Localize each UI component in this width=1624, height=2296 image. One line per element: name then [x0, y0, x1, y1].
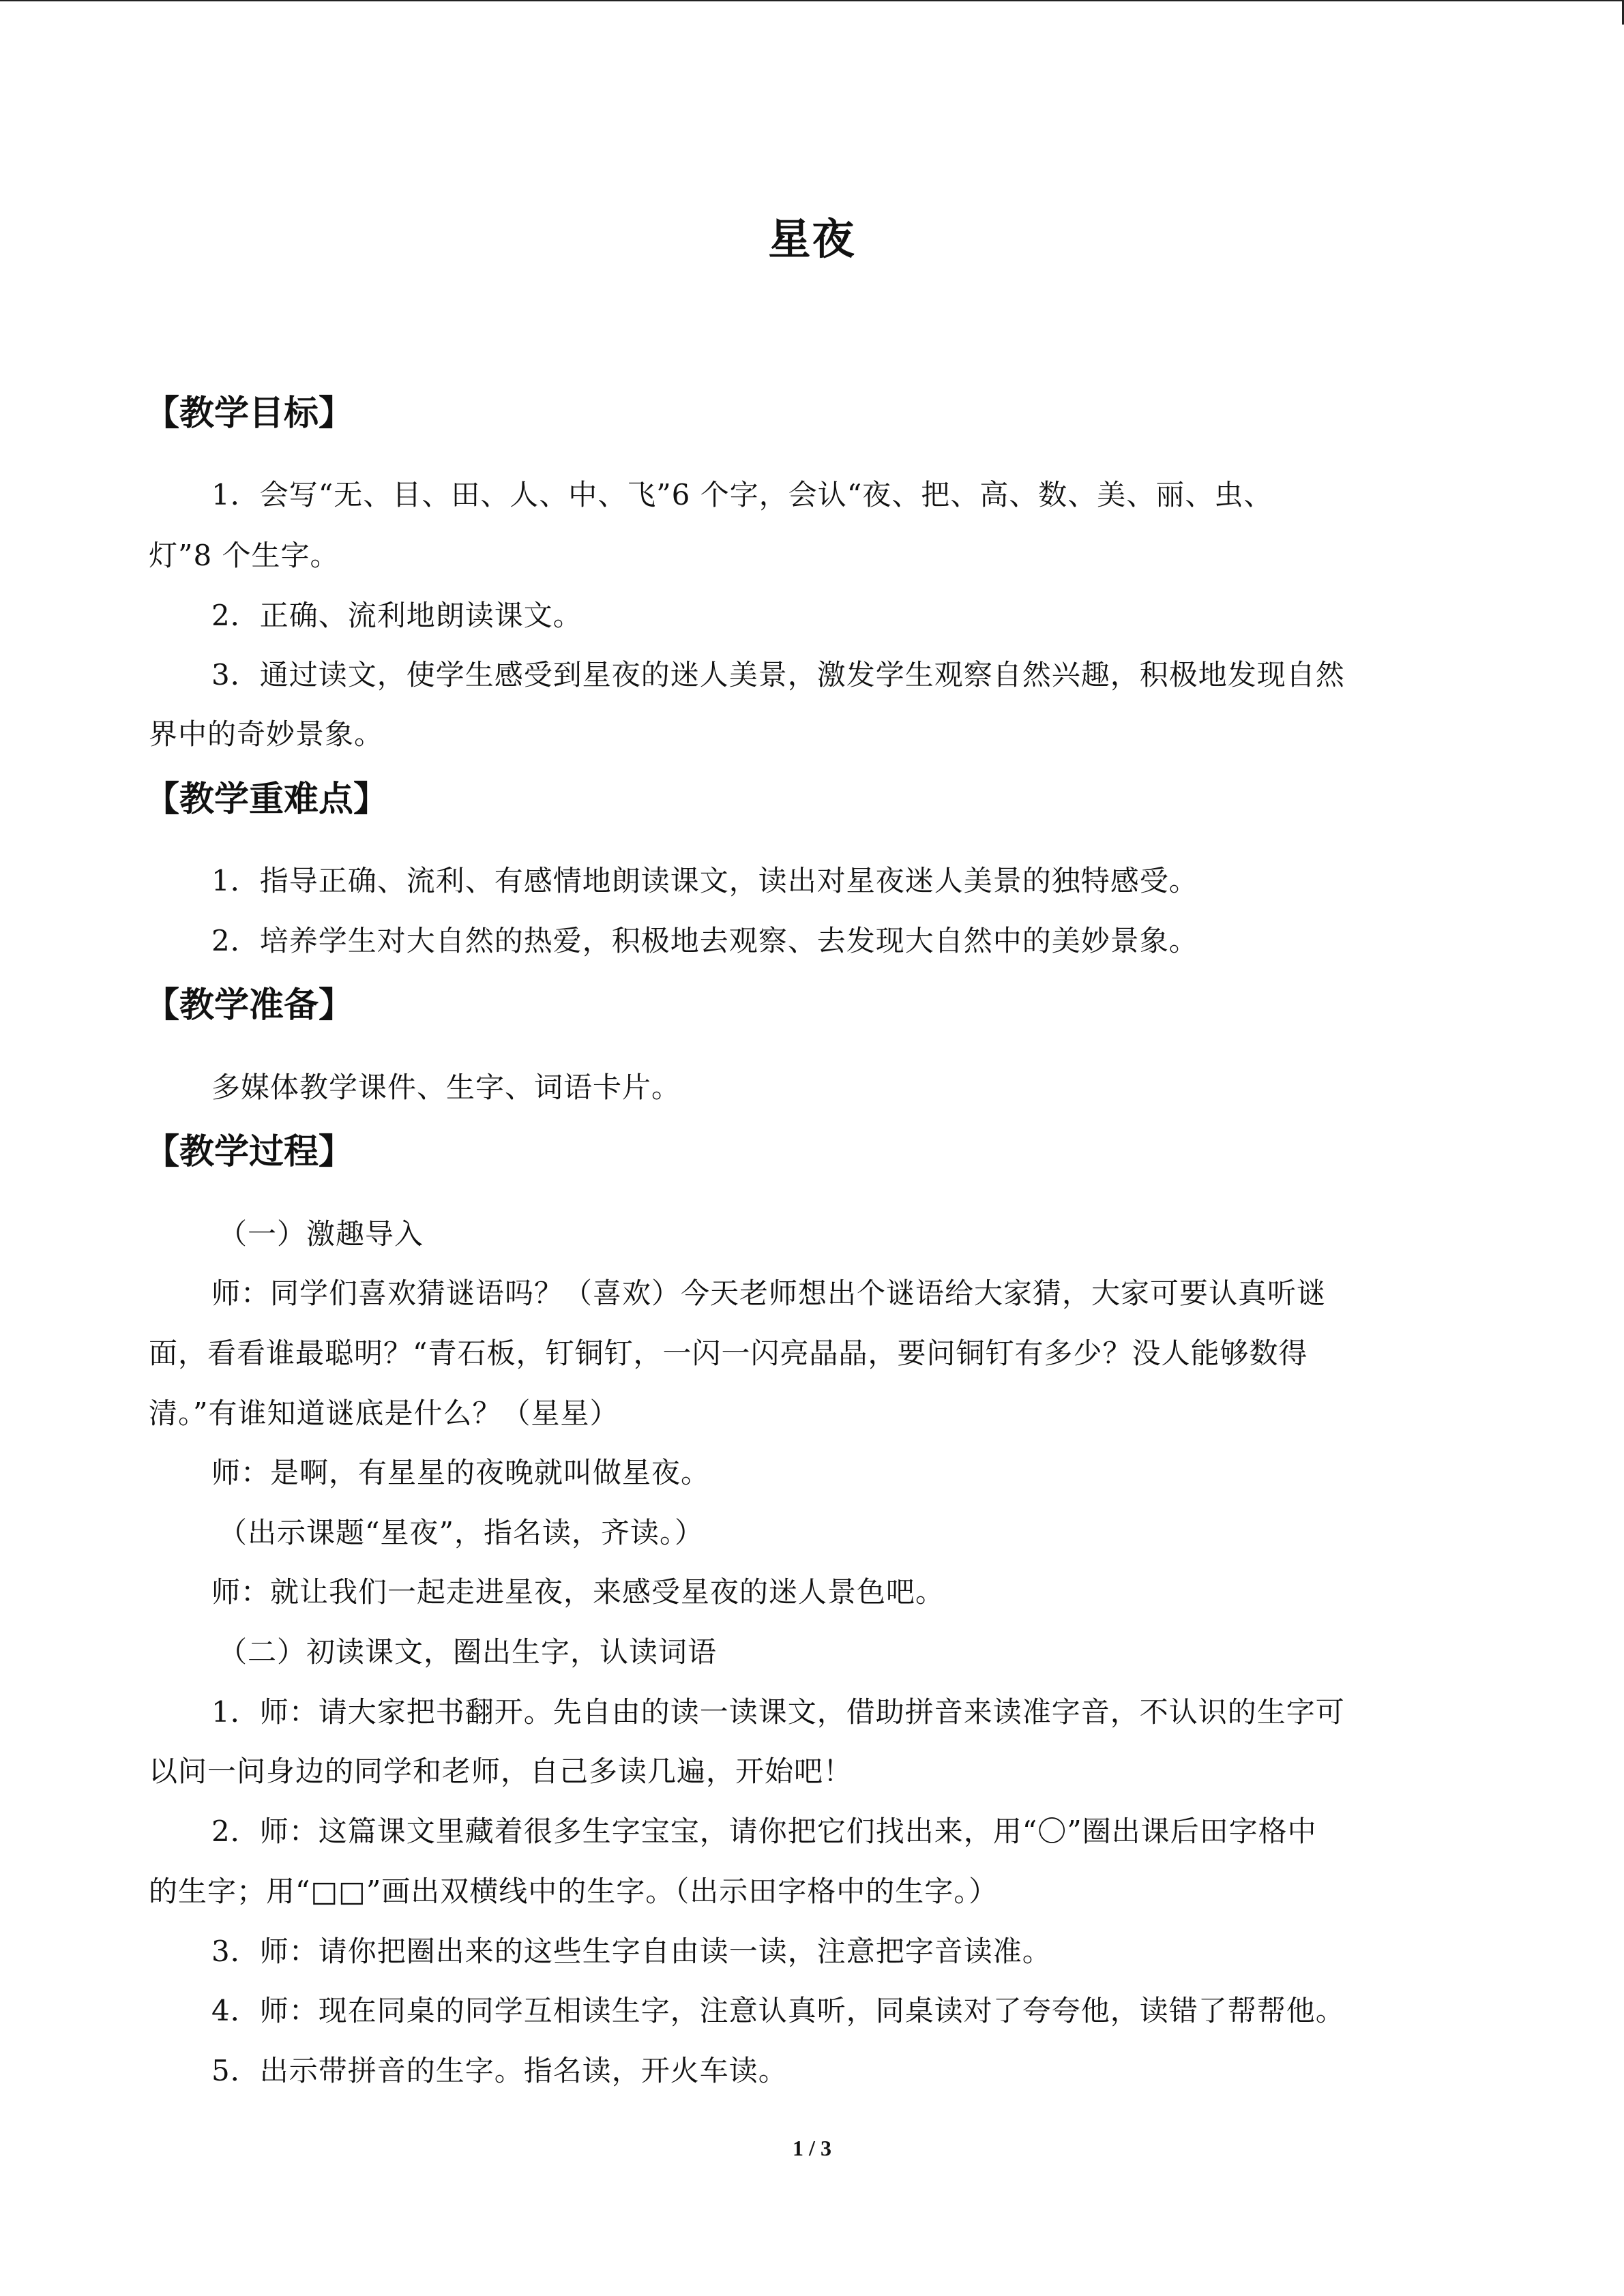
process-line-13: 3．师：请你把圈出来的这些生字自由读一读，注意把字音读准。 — [211, 1935, 1052, 1968]
goal-line-3-cont: 界中的奇妙景象。 — [149, 717, 384, 751]
heading-teaching-goals: 【教学目标】 — [145, 393, 354, 434]
page-top-border — [0, 0, 1624, 1]
process-line-15: 5．出示带拼音的生字。指名读，开火车读。 — [211, 2054, 788, 2087]
process-line-14: 4．师：现在同桌的同学互相读生字，注意认真听，同桌读对了夸夸他，读错了帮帮他。 — [211, 1994, 1345, 2027]
process-line-7: 师：就让我们一起走进星夜，来感受星夜的迷人景色吧。 — [211, 1575, 945, 1609]
process-line-2: 师：同学们喜欢猜谜语吗？（喜欢）今天老师想出个谜语给大家猜，大家可要认真听谜 — [211, 1277, 1327, 1310]
goal-line-2: 2．正确、流利地朗读课文。 — [211, 599, 582, 632]
heading-process: 【教学过程】 — [145, 1132, 354, 1172]
process-line-6: （出示课题“星夜”，指名读，齐读。） — [218, 1516, 704, 1549]
preparation-line-1: 多媒体教学课件、生字、词语卡片。 — [211, 1071, 681, 1104]
key-point-line-2: 2．培养学生对大自然的热爱，积极地去观察、去发现大自然中的美妙景象。 — [211, 924, 1198, 957]
heading-preparation: 【教学准备】 — [145, 985, 354, 1026]
process-line-4: 清。”有谁知道谜底是什么？（星星） — [149, 1397, 619, 1430]
process-line-10: 以问一问身边的同学和老师，自己多读几遍，开始吧！ — [149, 1755, 853, 1788]
process-line-8: （二）初读课文，圈出生字，认读词语 — [218, 1635, 718, 1669]
document-title: 星夜 — [768, 214, 856, 264]
goal-line-3: 3．通过读文，使学生感受到星夜的迷人美景，激发学生观察自然兴趣，积极地发现自然 — [211, 658, 1345, 691]
key-point-line-1: 1．指导正确、流利、有感情地朗读课文，读出对星夜迷人美景的独特感受。 — [211, 864, 1198, 897]
goal-line-1: 1．会写“无、目、田、人、中、飞”6 个字，会认“夜、把、高、数、美、丽、虫、 — [211, 478, 1273, 511]
process-line-1: （一）激趣导入 — [218, 1217, 424, 1251]
process-line-11: 2．师：这篇课文里藏着很多生字宝宝，请你把它们找出来，用“〇”圈出课后田字格中 — [211, 1815, 1317, 1848]
heading-key-points: 【教学重难点】 — [145, 779, 389, 820]
page-number: 1 / 3 — [793, 2136, 831, 2160]
process-line-5: 师：是啊，有星星的夜晚就叫做星夜。 — [211, 1456, 711, 1489]
process-line-3: 面，看看谁最聪明？“青石板，钉铜钉，一闪一闪亮晶晶，要问铜钉有多少？没人能够数得 — [149, 1337, 1308, 1370]
process-line-12: 的生字；用“□□”画出双横线中的生字。（出示田字格中的生字。） — [149, 1875, 999, 1908]
process-line-9: 1．师：请大家把书翻开。先自由的读一读课文，借助拼音来读准字音，不认识的生字可 — [211, 1695, 1345, 1729]
goal-line-1-cont: 灯”8 个生字。 — [149, 539, 340, 572]
